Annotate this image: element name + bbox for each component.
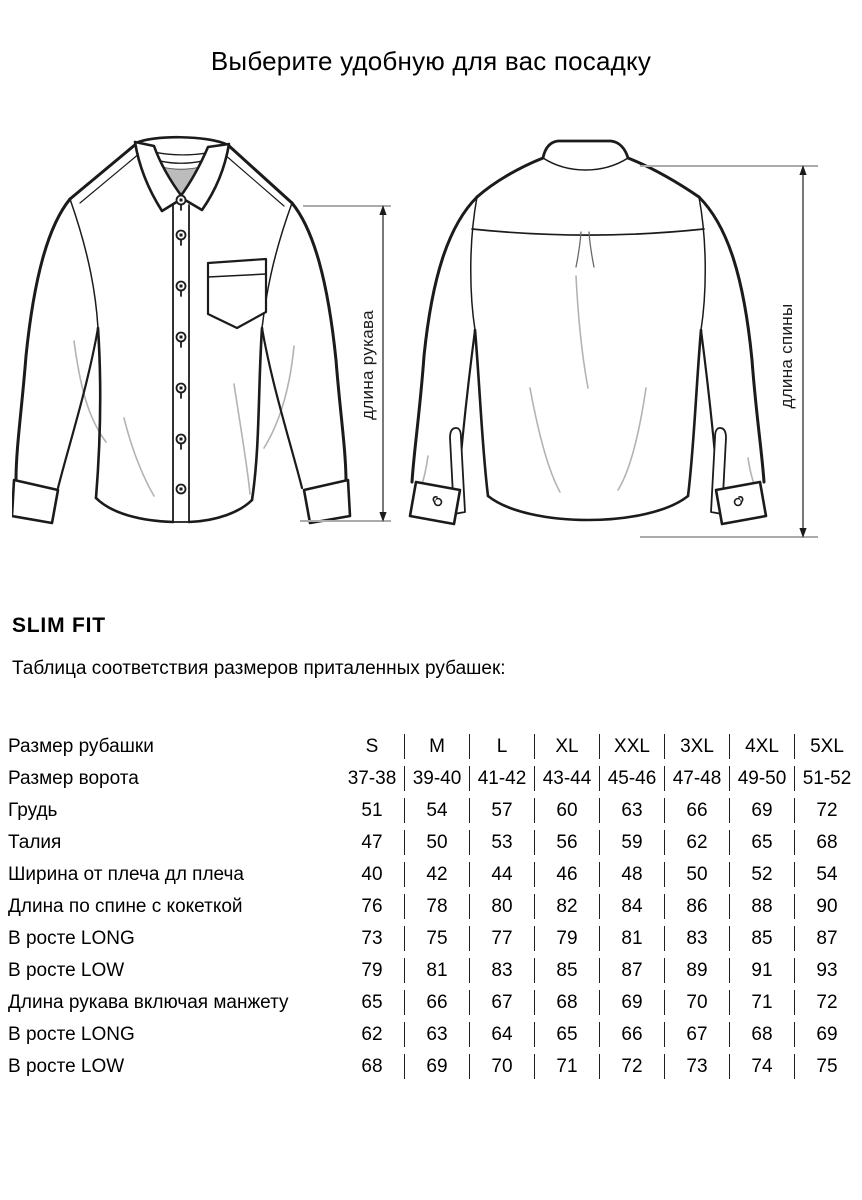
size-cell: 76 bbox=[361, 896, 383, 917]
back-length-label: длина спины bbox=[777, 303, 796, 409]
front-placket bbox=[173, 205, 189, 522]
size-cell: 81 bbox=[404, 958, 469, 983]
size-cell: 66 bbox=[599, 1022, 664, 1047]
size-cell: 68 bbox=[534, 990, 599, 1015]
size-cell: 37-38 bbox=[347, 768, 397, 789]
size-cell: 63 bbox=[599, 798, 664, 823]
size-cell: 47 bbox=[361, 832, 383, 853]
row-label: В росте LONG bbox=[8, 1024, 135, 1045]
size-cell: 69 bbox=[729, 798, 794, 823]
size-cell: 90 bbox=[794, 894, 859, 919]
shirt-front-figure bbox=[12, 126, 357, 526]
size-cell: 72 bbox=[794, 798, 859, 823]
size-cell: 85 bbox=[534, 958, 599, 983]
back-collar bbox=[543, 141, 628, 170]
placket-buttons bbox=[177, 196, 186, 494]
size-cell: 68 bbox=[361, 1056, 383, 1077]
size-cell: 39-40 bbox=[404, 766, 469, 791]
size-cell: 79 bbox=[534, 926, 599, 951]
size-cell: 70 bbox=[469, 1054, 534, 1079]
size-cell: 72 bbox=[599, 1054, 664, 1079]
size-cell: 88 bbox=[729, 894, 794, 919]
size-cell: 41-42 bbox=[469, 766, 534, 791]
page-title: Выберите удобную для вас посадку bbox=[210, 46, 652, 76]
sleeve-length-label: длина рукава bbox=[358, 310, 377, 420]
size-cell: L bbox=[469, 734, 534, 759]
size-cell: 68 bbox=[729, 1022, 794, 1047]
table-row bbox=[8, 958, 859, 983]
size-cell: 73 bbox=[664, 1054, 729, 1079]
size-cell: 54 bbox=[794, 862, 859, 887]
row-label: Грудь bbox=[8, 800, 58, 821]
size-cell: 87 bbox=[794, 926, 859, 951]
size-cell: 85 bbox=[729, 926, 794, 951]
size-cell: 72 bbox=[794, 990, 859, 1015]
back-pleat bbox=[576, 232, 594, 267]
size-cell: 81 bbox=[599, 926, 664, 951]
size-cell: 83 bbox=[469, 958, 534, 983]
size-cell: 70 bbox=[664, 990, 729, 1015]
table-row bbox=[8, 1022, 859, 1047]
size-cell: 86 bbox=[664, 894, 729, 919]
size-cell: 89 bbox=[664, 958, 729, 983]
size-cell: 77 bbox=[469, 926, 534, 951]
size-cell: 48 bbox=[599, 862, 664, 887]
size-cell: 75 bbox=[404, 926, 469, 951]
row-label: В росте LOW bbox=[8, 1056, 125, 1077]
size-cell: 75 bbox=[794, 1054, 859, 1079]
size-cell: 67 bbox=[469, 990, 534, 1015]
size-table bbox=[8, 727, 859, 1086]
size-cell: 67 bbox=[664, 1022, 729, 1047]
size-cell: 43-44 bbox=[534, 766, 599, 791]
size-cell: 59 bbox=[599, 830, 664, 855]
size-cell: 71 bbox=[534, 1054, 599, 1079]
size-cell: 40 bbox=[361, 864, 383, 885]
size-cell: S bbox=[365, 736, 379, 757]
size-cell: 71 bbox=[729, 990, 794, 1015]
size-cell: 68 bbox=[794, 830, 859, 855]
chest-pocket bbox=[208, 259, 266, 328]
size-cell: 87 bbox=[599, 958, 664, 983]
row-label: В росте LONG bbox=[8, 928, 135, 949]
size-cell: 83 bbox=[664, 926, 729, 951]
size-cell: 78 bbox=[404, 894, 469, 919]
section-heading: SLIM FIT bbox=[12, 614, 106, 637]
row-label: Размер ворота bbox=[8, 768, 139, 789]
size-cell: 57 bbox=[469, 798, 534, 823]
size-cell: 47-48 bbox=[664, 766, 729, 791]
row-label: Ширина от плеча дл плеча bbox=[8, 864, 244, 885]
size-cell: 66 bbox=[664, 798, 729, 823]
table-row bbox=[8, 894, 859, 919]
table-caption: Таблица соответствия размеров приталенных рубашек: bbox=[12, 658, 506, 679]
size-cell: 62 bbox=[361, 1024, 383, 1045]
size-cell: 49-50 bbox=[729, 766, 794, 791]
size-cell: 69 bbox=[599, 990, 664, 1015]
size-cell: 56 bbox=[534, 830, 599, 855]
size-cell: 69 bbox=[794, 1022, 859, 1047]
table-row bbox=[8, 926, 859, 951]
size-cell: XXL bbox=[599, 734, 664, 759]
size-cell: 91 bbox=[729, 958, 794, 983]
size-cell: 82 bbox=[534, 894, 599, 919]
size-cell: 64 bbox=[469, 1022, 534, 1047]
size-cell: 62 bbox=[664, 830, 729, 855]
back-sleeve-plackets bbox=[450, 428, 726, 514]
size-cell: 65 bbox=[361, 992, 383, 1013]
size-cell: M bbox=[404, 734, 469, 759]
size-cell: 69 bbox=[404, 1054, 469, 1079]
row-label: Размер рубашки bbox=[8, 736, 154, 757]
row-label: Длина по спине с кокеткой bbox=[8, 896, 243, 917]
row-label: Талия bbox=[8, 832, 62, 853]
table-row bbox=[8, 734, 859, 759]
size-cell: 51-52 bbox=[794, 766, 859, 791]
size-cell: 53 bbox=[469, 830, 534, 855]
size-cell: XL bbox=[534, 734, 599, 759]
size-cell: 84 bbox=[599, 894, 664, 919]
size-cell: 52 bbox=[729, 862, 794, 887]
row-label: В росте LOW bbox=[8, 960, 125, 981]
table-row bbox=[8, 990, 859, 1015]
table-row bbox=[8, 1054, 859, 1079]
size-cell: 51 bbox=[361, 800, 383, 821]
cuff-buttons bbox=[433, 497, 742, 506]
size-table-body bbox=[8, 734, 859, 1079]
row-label: Длина рукава включая манжету bbox=[8, 992, 289, 1013]
table-row bbox=[8, 830, 859, 855]
size-cell: 74 bbox=[729, 1054, 794, 1079]
size-cell: 5XL bbox=[794, 734, 859, 759]
size-cell: 63 bbox=[404, 1022, 469, 1047]
table-row bbox=[8, 862, 859, 887]
table-row bbox=[8, 798, 859, 823]
size-cell: 93 bbox=[794, 958, 859, 983]
table-row bbox=[8, 766, 859, 791]
size-cell: 54 bbox=[404, 798, 469, 823]
back-yoke-seam bbox=[472, 229, 704, 235]
shirt-back-figure bbox=[398, 126, 778, 538]
size-cell: 60 bbox=[534, 798, 599, 823]
size-cell: 73 bbox=[361, 928, 383, 949]
size-cell: 50 bbox=[664, 862, 729, 887]
size-cell: 45-46 bbox=[599, 766, 664, 791]
size-cell: 3XL bbox=[664, 734, 729, 759]
size-cell: 44 bbox=[469, 862, 534, 887]
size-cell: 80 bbox=[469, 894, 534, 919]
size-cell: 79 bbox=[361, 960, 383, 981]
size-cell: 65 bbox=[534, 1022, 599, 1047]
size-cell: 46 bbox=[534, 862, 599, 887]
size-cell: 65 bbox=[729, 830, 794, 855]
size-cell: 66 bbox=[404, 990, 469, 1015]
size-cell: 42 bbox=[404, 862, 469, 887]
size-cell: 4XL bbox=[729, 734, 794, 759]
size-cell: 50 bbox=[404, 830, 469, 855]
